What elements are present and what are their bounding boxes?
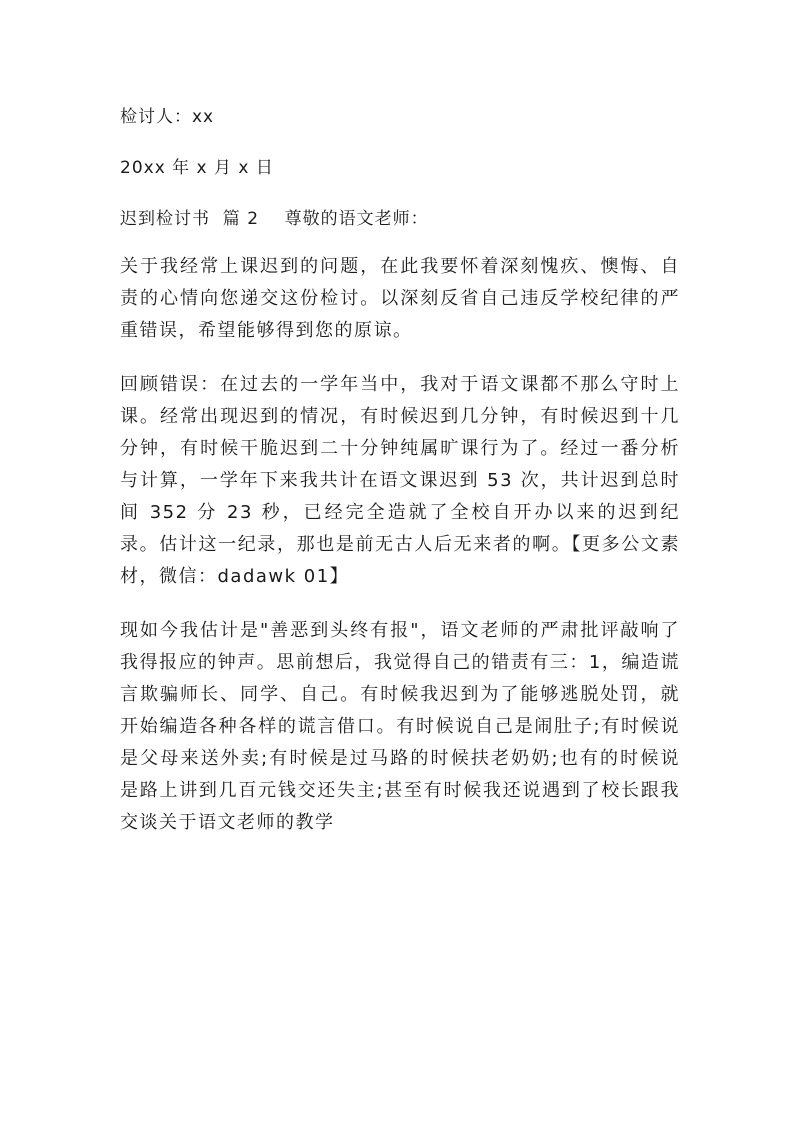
document-page xyxy=(120,100,680,839)
paragraph-intro: 关于我经常上课迟到的问题，在此我要怀着深刻愧疚、懊悔、自责的心情向您递交这份检讨。以深刻反省自己违反学校纪律的严重错误，希望能够得到您的原谅。 xyxy=(120,256,680,341)
date-line: 20xx 年 x 月 x 日 xyxy=(120,158,274,178)
signer-line: 检讨人：xx xyxy=(120,107,215,127)
paragraph-review: 回顾错误：在过去的一学年当中，我对于语文课都不那么守时上课。经常出现迟到的情况，有时候迟到几分钟，有时候迟到十几分钟，有时候干脆迟到二十分钟纯属旷课行为了。经过一番分析与计算，一学年下来我共计在语文课迟到 53 次，共计迟到总时间 352 分 23 秒，已经完全造就了全校自开办以来的迟到纪录。估计这一纪录，那也是前无古人后无来者的啊。【更多公文素材，微信：dadawk 01】 xyxy=(120,374,680,587)
paragraph-reflection: 现如今我估计是"善恶到头终有报"，语文老师的严肃批评敲响了我得报应的钟声。思前想后，我觉得自己的错责有三：1，编造谎言欺骗师长、同学、自己。有时候我迟到为了能够逃脱处罚，就开始编造各种各样的谎言借口。有时候说自己是闹肚子;有时候说是父母来送外卖;有时候是过马路的时候扶老奶奶;也有的时候说是路上讲到几百元钱交还失主;甚至有时候我还说遇到了校长跟我交谈关于语文老师的教学 xyxy=(120,620,680,833)
section-heading: 迟到检讨书 篇 2 尊敬的语文老师： xyxy=(120,209,429,229)
